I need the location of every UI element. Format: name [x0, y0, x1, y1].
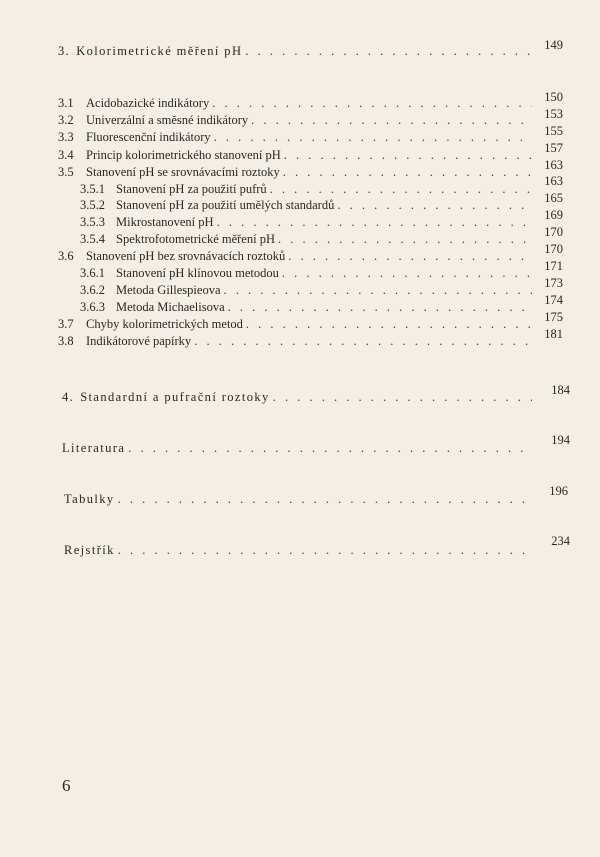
toc-tabulky: [64, 492, 536, 507]
entry-title: Fluorescenční indikátory: [86, 130, 211, 144]
leader-dots: [224, 283, 533, 298]
page-number: 170: [544, 225, 563, 239]
entry-number: 3.5: [58, 165, 74, 179]
toc-entry: [58, 165, 536, 180]
leader-dots: [270, 182, 532, 197]
leader-dots: [228, 300, 532, 315]
entry-number: 3.5.2: [80, 198, 105, 212]
toc-entry: [58, 113, 536, 128]
toc-subentry: [80, 283, 536, 298]
leader-dots: [118, 492, 532, 507]
page-number: 234: [551, 534, 570, 548]
toc-entry: [58, 96, 536, 111]
entry-number: 3.4: [58, 148, 74, 162]
toc-rejstrik: [64, 543, 536, 558]
entry-number: 3.6: [58, 249, 74, 263]
page-number: 157: [544, 141, 563, 155]
leader-dots: [128, 441, 532, 456]
entry-title: Metoda Michaelisova: [116, 300, 225, 314]
entry-title: Metoda Gillespieova: [116, 283, 221, 297]
entry-number: 3.6.3: [80, 300, 105, 314]
entry-title: Stanovení pH se srovnávacími roztoky: [86, 165, 280, 179]
leader-dots: [251, 113, 532, 128]
leader-dots: [118, 543, 532, 558]
entry-number: 3.6.1: [80, 266, 105, 280]
entry-number: 3.5.4: [80, 232, 105, 246]
leader-dots: [283, 165, 532, 180]
page-number: 149: [544, 38, 563, 52]
entry-title: Stanovení pH za použití pufrů: [116, 182, 267, 196]
leader-dots: [212, 96, 532, 111]
page-number: 184: [551, 383, 570, 397]
chapter-number: 3.: [58, 44, 71, 58]
entry-title: Indikátorové papírky: [86, 334, 192, 348]
chapter-title: Standardní a pufrační roztoky: [80, 390, 270, 404]
entry-title: Tabulky: [64, 492, 115, 506]
chapter-number: 4.: [62, 390, 75, 404]
leader-dots: [194, 334, 532, 349]
page-number: 173: [544, 276, 563, 290]
toc-subentry: [80, 232, 536, 247]
toc-subentry: [80, 215, 536, 230]
toc-entry: [58, 148, 536, 163]
chapter-title: Kolorimetrické měření pH: [76, 44, 243, 58]
page-number: 165: [544, 191, 563, 205]
entry-title: Stanovení pH za použití umělých standardů: [116, 198, 335, 212]
toc-subentry: [80, 300, 536, 315]
entry-number: 3.1: [58, 96, 74, 110]
toc-chapter-3: [58, 44, 536, 59]
entry-number: 3.2: [58, 113, 74, 127]
entry-number: 3.5.3: [80, 215, 105, 229]
entry-title: Stanovení pH klínovou metodou: [116, 266, 279, 280]
leader-dots: [246, 317, 532, 332]
page-number: 174: [544, 293, 563, 307]
page-number: 169: [544, 208, 563, 222]
leader-dots: [245, 44, 532, 59]
entry-number: 3.5.1: [80, 182, 105, 196]
page-number: 163: [544, 158, 563, 172]
leader-dots: [217, 215, 532, 230]
toc-entry: [58, 317, 536, 332]
page-number: 170: [544, 242, 563, 256]
toc-entry: [58, 130, 536, 145]
entry-title: Stanovení pH bez srovnávacích roztoků: [86, 249, 286, 263]
page-number: 163: [544, 174, 563, 188]
page-number: 196: [549, 484, 568, 498]
entry-title: Rejstřík: [64, 543, 115, 557]
entry-title: Univerzální a směsné indikátory: [86, 113, 249, 127]
entry-title: Chyby kolorimetrických metod: [86, 317, 243, 331]
toc-subentry: [80, 266, 536, 281]
entry-title: Princip kolorimetrického stanovení pH: [86, 148, 281, 162]
entry-number: 3.6.2: [80, 283, 105, 297]
toc-subentry: [80, 182, 536, 197]
toc-chapter-4: [62, 390, 536, 405]
leader-dots: [278, 232, 532, 247]
entry-number: 3.8: [58, 334, 74, 348]
entry-title: Literatura: [62, 441, 126, 455]
entry-number: 3.3: [58, 130, 74, 144]
page-number: 171: [544, 259, 563, 273]
leader-dots: [214, 130, 532, 145]
toc-literatura: [62, 441, 536, 456]
leader-dots: [288, 249, 532, 264]
page-number: 181: [544, 327, 563, 341]
entry-title: Spektrofotometrické měření pH: [116, 232, 275, 246]
entry-number: 3.7: [58, 317, 74, 331]
page-number: 194: [551, 433, 570, 447]
page-number: 175: [544, 310, 563, 324]
leader-dots: [337, 198, 532, 213]
toc-entry: [58, 249, 536, 264]
toc-entry: [58, 334, 536, 349]
leader-dots: [282, 266, 532, 281]
toc-subentry: [80, 198, 536, 213]
page-number: 153: [544, 107, 563, 121]
entry-title: Mikrostanovení pH: [116, 215, 214, 229]
page-number: 155: [544, 124, 563, 138]
leader-dots: [273, 390, 532, 405]
page-folio: 6: [62, 776, 71, 795]
leader-dots: [284, 148, 532, 163]
page-number: 150: [544, 90, 563, 104]
entry-title: Acidobazické indikátory: [86, 96, 210, 110]
